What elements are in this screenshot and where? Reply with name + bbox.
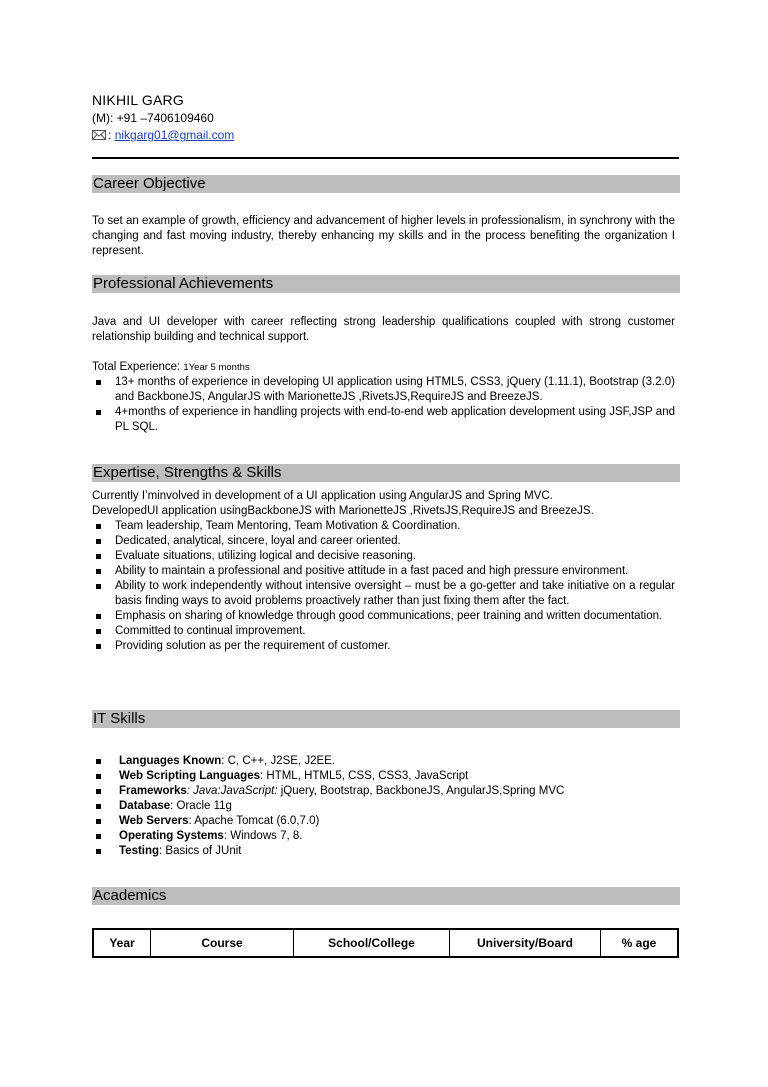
academics-table [92,928,679,958]
skill-value-italic: : Java:JavaScript: [186,785,278,797]
email-link[interactable]: nikgarg01@gmail.com [114,128,235,142]
list-item [92,844,675,859]
column-header: University/Board [450,929,601,957]
total-experience [92,360,675,375]
email-separator: : [108,128,112,142]
skill-label: Testing [119,845,160,857]
expertise-line-1: Currently I’minvolved in development of a UI application using AngularJS and Spring MVC. [92,490,553,502]
section-expertise: Expertise, Strengths & Skills [92,464,680,482]
skill-label: Web Scripting Languages [119,770,260,782]
list-item: Providing solution as per the requirement of customer. [92,639,675,654]
section-professional-achievements: Professional Achievements [92,275,680,293]
list-item: Dedicated, analytical, sincere, loyal and career oriented. [92,534,675,549]
skill-label: Languages Known [119,755,222,767]
achievements-list [92,375,675,435]
mail-icon [92,130,106,140]
career-objective-text: To set an example of growth, efficiency and advancement of higher levels in professionalism, in synchrony with the changing and fast moving industry, thereby enhancing my skills and in the process benefiting the organization I represent. [92,215,675,257]
skill-value: : Apache Tomcat (6.0,7.0) [188,815,320,827]
column-header: School/College [294,929,450,957]
table-header-row [93,929,678,957]
list-item: Ability to maintain a professional and positive attitude in a fast paced and high pressure environment. [92,564,675,579]
list-item: 4+months of experience in handling projects with end-to-end web application development using JSF,JSP and PL SQL. [92,405,675,435]
section-career-objective: Career Objective [92,175,680,193]
column-header: Course [151,929,294,957]
skill-value: : C, C++, J2SE, J2EE. [221,755,336,767]
list-item [92,829,675,844]
skill-label: Database [119,800,171,812]
list-item: Emphasis on sharing of knowledge through good communications, peer training and written documentation. [92,609,675,624]
email-line [92,128,234,142]
skill-label: Operating Systems [119,830,224,842]
expertise-line-2: DevelopedUI application usingBackboneJS with MarionetteJS ,RivetsJS,RequireJS and BreezeJS. [92,505,594,517]
list-item [92,754,675,769]
header-divider [92,157,679,159]
list-item [92,769,675,784]
achievements-text: Java and UI developer with career reflecting strong leadership qualifications coupled with strong customer relationship building and technical support. [92,316,675,343]
skill-value: : Basics of JUnit [159,845,242,857]
column-header: Year [93,929,151,957]
list-item [92,799,675,814]
skill-value: jQuery, Bootstrap, BackboneJS, AngularJS,Spring MVC [277,785,565,797]
list-item: Evaluate situations, utilizing logical and decisive reasoning. [92,549,675,564]
list-item: Committed to continual improvement. [92,624,675,639]
list-item [92,784,675,799]
column-header: % age [601,929,679,957]
section-it-skills: IT Skills [92,710,680,728]
it-skills-list [92,754,675,859]
list-item: 13+ months of experience in developing UI application using HTML5, CSS3, jQuery (1.11.1), Bootstrap (3.2.0) and BackboneJS, AngularJS with MarionetteJS ,RivetsJS,RequireJS and BreezeJS. [92,375,675,405]
list-item: Ability to work independently without intensive oversight – must be a go-getter and take initiative on a regular basis finding ways to avoid problems proactively rather than just fixing them after the fact. [92,579,675,609]
expertise-list [92,519,675,654]
total-experience-value: 1Year 5 months [183,362,250,373]
candidate-name: NIKHIL GARG [92,92,184,108]
section-academics: Academics [92,887,680,905]
total-experience-label: Total Experience: [92,361,184,373]
skill-value: : Windows 7, 8. [223,830,303,842]
skill-value: : Oracle 11g [170,800,232,812]
skill-value: : HTML, HTML5, CSS, CSS3, JavaScript [260,770,469,782]
skill-label: Frameworks [119,785,187,797]
skill-label: Web Servers [119,815,189,827]
list-item [92,814,675,829]
phone-number: (M): +91 –7406109460 [92,111,214,125]
list-item: Team leadership, Team Mentoring, Team Motivation & Coordination. [92,519,675,534]
